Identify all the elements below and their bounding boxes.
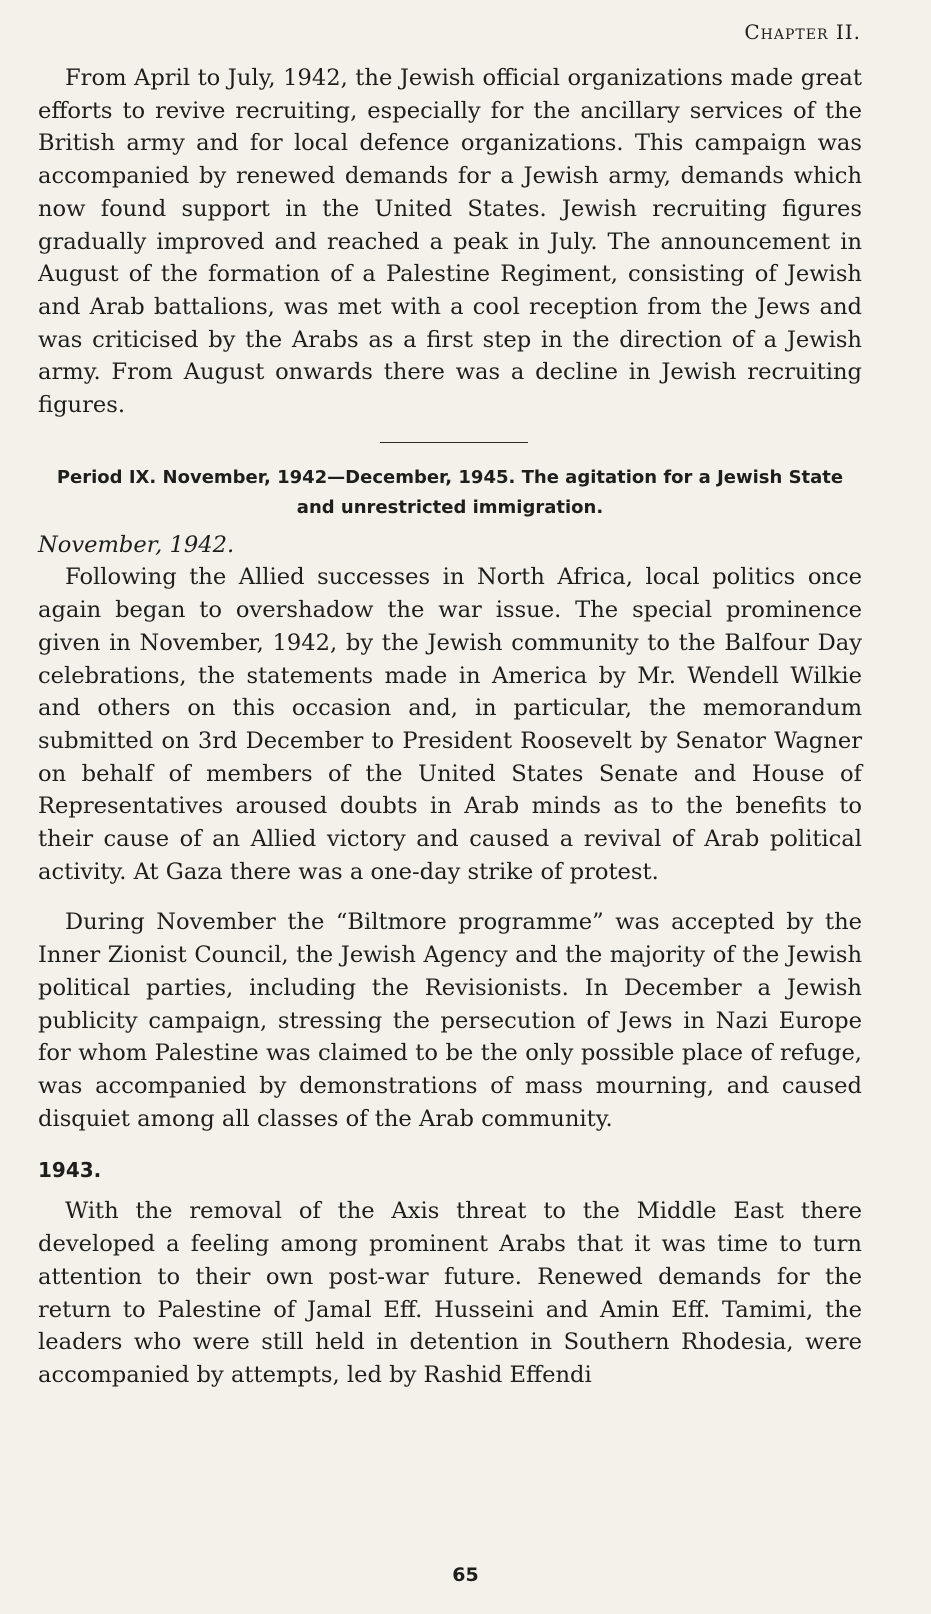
period-label: Period IX. <box>56 466 157 488</box>
running-head: Chapter II. <box>744 20 861 44</box>
paragraph-november-1942-politics: Following the Allied successes in North Africa, local politics once again began to overshadow the war issue. The special prominence given in November, 1942, by the Jewish community to the Balfour Day celebrations, the statements made in America by Mr. Wendell Wilkie and others on this occasion and, in particular, the memorandum submitted on 3rd December to President Roosevelt by Senator Wagner on behalf of members of the United States Senate and House of Representatives aroused doubts in Arab minds as to the benefits to their cause of an Allied victory and caused a revival of Arab political activity. At Gaza there was a one-day strike of protest. <box>38 564 862 885</box>
paragraph-recruiting-1942: From April to July, 1942, the Jewish official organizations made great efforts to revive recruiting, especially for the ancillary services of the British army and for local defence organizations. This campaign was accompanied by renewed demands for a Jewish army, demands which now found support in the United States. Jewish recruiting figures gradually improved and reached a peak in July. The announcement in August of the formation of a Palestine Regiment, consisting of Jewish and Arab battalions, was met with a cool reception from the Jews and was criticised by the Arabs as a first step in the direction of a Jewish army. From August onwards there was a decline in Jewish recruiting figures. <box>38 65 862 419</box>
page-number: 65 <box>452 1564 479 1586</box>
period-title: November, 1942—December, 1945. The agitation for a Jewish State and unrestricted immigration. <box>162 466 844 518</box>
paragraph-biltmore-programme: During November the “Biltmore programme” was accepted by the Inner Zionist Council, the Jewish Agency and the majority of the Jewish political parties, including the Revisionists. In December a Jewish publicity campaign, stressing the persecution of Jews in Nazi Europe for whom Palestine was claimed to be the only possible place of refuge, was accompanied by demonstrations of mass mourning, and caused disquiet among all classes of the Arab community. <box>38 909 862 1132</box>
section-divider <box>380 442 528 443</box>
subheading-1943: 1943. <box>38 1158 102 1183</box>
period-heading <box>38 463 862 523</box>
subheading-november-1942: November, 1942. <box>38 531 235 558</box>
paragraph-1943: With the removal of the Axis threat to the Middle East there developed a feeling among prominent Arabs that it was time to turn attention to their own post-war future. Renewed demands for the return to Palestine of Jamal Eff. Husseini and Amin Eff. Tamimi, the leaders who were still held in detention in Southern Rhodesia, were accompanied by attempts, led by Rashid Effendi <box>38 1198 862 1388</box>
page-body <box>38 62 862 1392</box>
